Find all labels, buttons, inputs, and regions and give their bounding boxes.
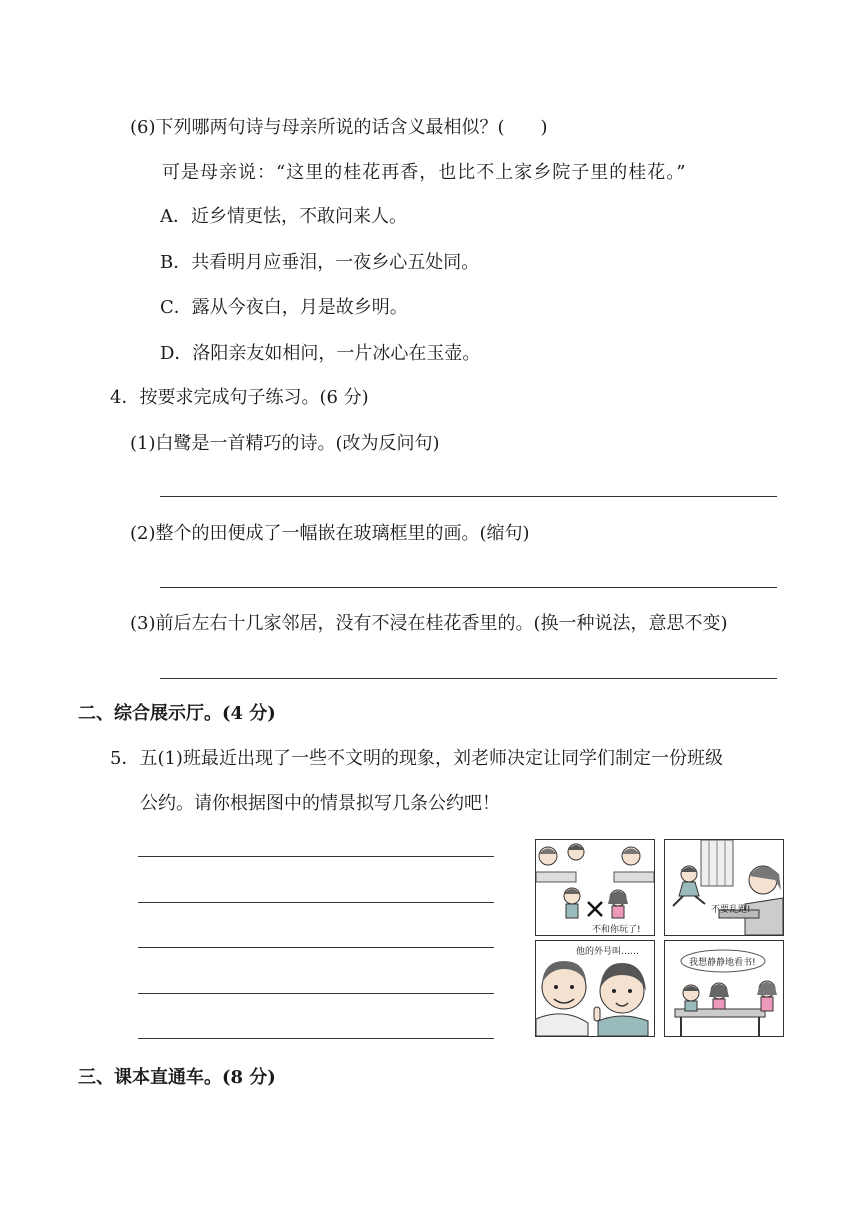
comic-panel-nickname bbox=[535, 940, 655, 1037]
comic-panel-exclusion bbox=[535, 839, 655, 936]
question-4-item-3: (3)前后左右十几家邻居，没有不浸在桂花香里的。(换一种说法，意思不变) bbox=[130, 613, 728, 634]
option-d: D．洛阳亲友如相问，一片冰心在玉壶。 bbox=[160, 343, 481, 364]
rule-line-2[interactable] bbox=[138, 902, 494, 903]
section-3-title: 三、课本直通车。(8 分) bbox=[78, 1067, 276, 1088]
comic-panel-reading bbox=[664, 940, 784, 1037]
caption-2: 不要乱跑! bbox=[711, 905, 751, 915]
section-2-title: 二、综合展示厅。(4 分) bbox=[78, 703, 276, 724]
question-6-stem: (6)下列哪两句诗与母亲所说的话含义最相似？( ) bbox=[130, 117, 548, 138]
rule-line-3[interactable] bbox=[138, 947, 494, 948]
comic-panel-running bbox=[664, 839, 784, 936]
caption-3: 他的外号叫…… bbox=[576, 947, 640, 957]
answer-line-3[interactable] bbox=[160, 678, 777, 679]
rule-line-4[interactable] bbox=[138, 993, 494, 994]
question-6-quote: 可是母亲说：“这里的桂花再香，也比不上家乡院子里的桂花。” bbox=[162, 162, 687, 183]
option-b: B．共看明月应垂泪，一夜乡心五处同。 bbox=[160, 252, 480, 273]
rule-line-1[interactable] bbox=[138, 856, 494, 857]
question-4-item-1: (1)白鹭是一首精巧的诗。(改为反问句) bbox=[130, 433, 440, 454]
caption-1: 不和你玩了! bbox=[592, 925, 641, 935]
question-4-title: 4．按要求完成句子练习。(6 分) bbox=[110, 387, 369, 408]
question-4-item-2: (2)整个的田便成了一幅嵌在玻璃框里的画。(缩句) bbox=[130, 523, 530, 544]
question-5-line-1: 5．五(1)班最近出现了一些不文明的现象，刘老师决定让同学们制定一份班级 bbox=[110, 748, 723, 769]
rule-line-5[interactable] bbox=[138, 1038, 494, 1039]
answer-line-1[interactable] bbox=[160, 496, 777, 497]
option-a: A．近乡情更怯，不敢问来人。 bbox=[160, 206, 407, 227]
question-5-line-2: 公约。请你根据图中的情景拟写几条公约吧！ bbox=[140, 793, 500, 814]
caption-4: 我想静静地看书! bbox=[689, 958, 756, 968]
answer-line-2[interactable] bbox=[160, 587, 777, 588]
option-c: C．露从今夜白，月是故乡明。 bbox=[160, 297, 408, 318]
